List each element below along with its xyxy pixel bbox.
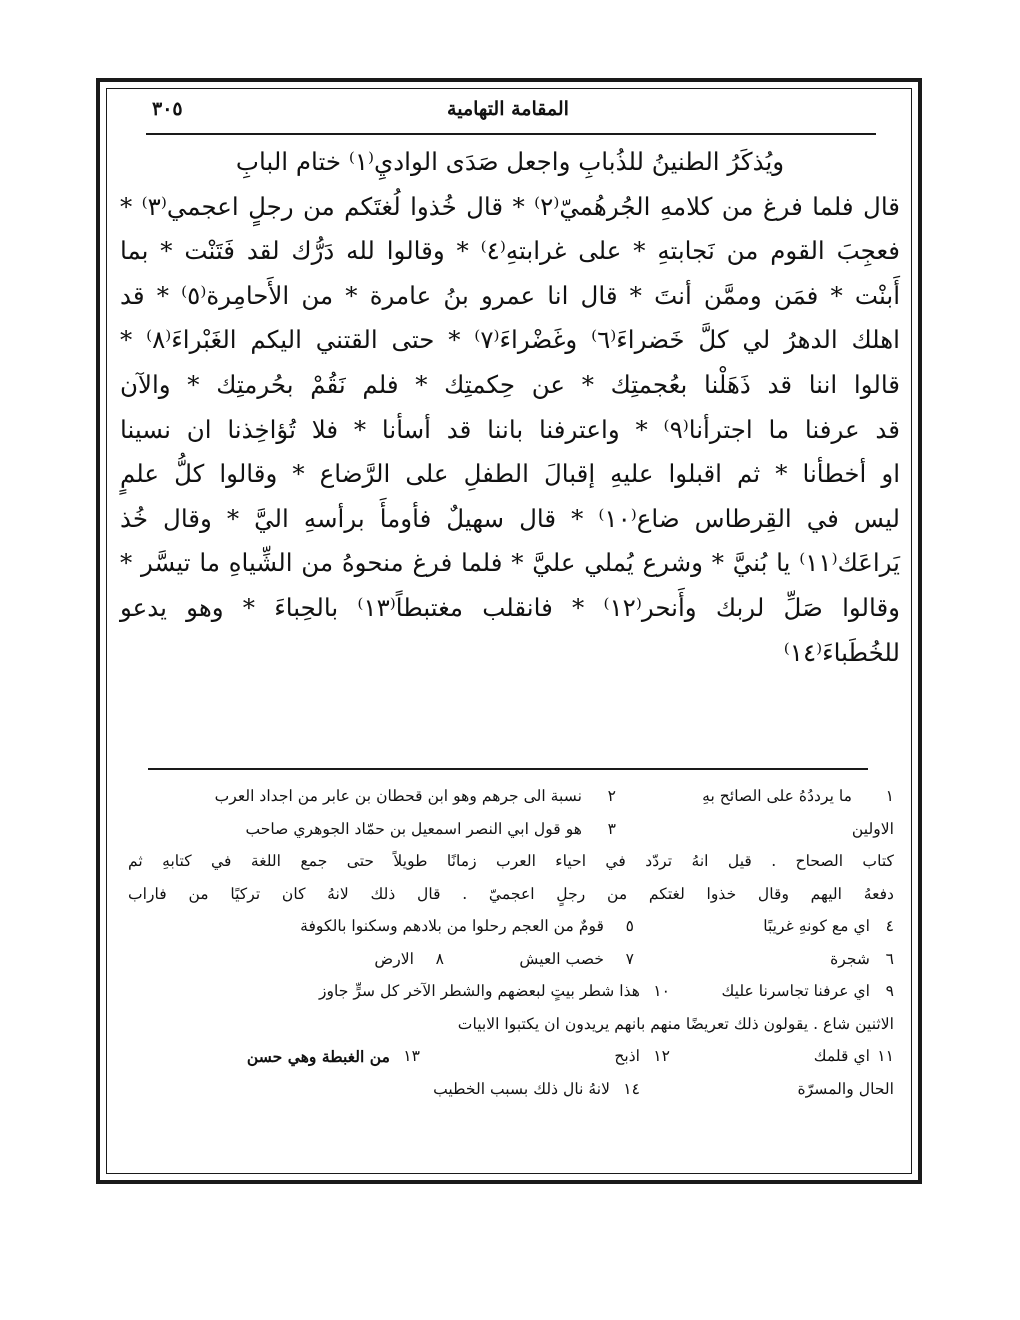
footnote-text: الاثنين شاع . يقولون ذلك تعريضًا منهم بانهم يريدون ان يكتبوا الابيات — [457, 1014, 894, 1033]
footnote-text: الارض — [374, 949, 414, 968]
text-line: اهلك الدهرُ لي كلَّ خَضراءَ⁽٦⁾ وغَضْراءَ⁽٧⁾ * حتى القتني اليكم الغَبْراءَ⁽٨⁾ * — [120, 325, 900, 355]
footnote-text: نسبة الى جرهم وهو ابن قحطان بن عابر من اجداد العرب — [214, 787, 582, 806]
footnote-line — [128, 975, 894, 1008]
footnote-text: اي عرفنا تجاسرنا عليك — [721, 982, 870, 1001]
footnote-text: لانهُ نال ذلك بسبب الخطيب — [433, 1079, 610, 1098]
running-header — [126, 92, 890, 128]
footnote-text: اي قلمك — [813, 1047, 870, 1066]
text-line: ويُذكَرُ الطنينُ للذُبابِ واجعل صَدَى الواديِ⁽١⁾ ختام البابِ — [235, 147, 785, 176]
footnote-text: قومٌ من العجم رحلوا من بلادهم وسكنوا بالكوفة — [300, 917, 604, 936]
footnote-number: ١٠ — [653, 982, 670, 1001]
text-line: وقالوا صَلِّ لربك وأَنحر⁽١٢⁾ * فانقلب مغتبطاً⁽١٣⁾ بالحِباءَ * وهو يدعو — [120, 592, 900, 622]
text-line: قالوا اننا قد ذَهَلْنا بعُجمتِك * عن حِكمتِك * فلم نَقُمْ بحُرمتِك * والآن — [120, 369, 900, 399]
text-line: ليس في القِرطاس ضاع⁽١٠⁾ * قال سهيلٌ فأومأَ برأسهِ اليَّ * وقال خُذ — [120, 503, 900, 533]
footnote-line — [128, 1008, 894, 1041]
chapter-title: المقامة التهامية — [447, 98, 569, 120]
footnote-number: ٦ — [885, 949, 894, 968]
footnote-line — [128, 1040, 894, 1073]
text-line: للخُطَباءَ⁽١٤⁾ — [783, 637, 900, 667]
footnote-number: ١١ — [877, 1047, 894, 1066]
main-text — [120, 140, 900, 675]
footnote-number: ٩ — [885, 982, 894, 1001]
footnotes — [128, 780, 894, 1105]
footnote-number: ١٢ — [653, 1047, 670, 1066]
footnote-line — [128, 910, 894, 943]
footnote-number: ١ — [885, 787, 894, 806]
footnote-line — [128, 943, 894, 976]
footnote-line — [128, 878, 894, 911]
page-number: ٣٠٥ — [152, 98, 183, 120]
footnote-text: اذبح — [614, 1047, 640, 1066]
footnote-line — [128, 1073, 894, 1106]
footnote-line — [128, 845, 894, 878]
footnote-number: ٧ — [625, 949, 634, 968]
footnote-text: كتاب الصحاح . قيل انهُ تردّد في احياء العرب زمانًا طويلاً حتى جمع اللغة في كتابهِ ثم — [128, 852, 894, 871]
header-rule — [146, 133, 876, 135]
footnote-number: ٨ — [435, 949, 444, 968]
footnote-text: ما يرددُهُ على الصائح بهِ — [702, 787, 852, 806]
footnote-number: ١٣ — [403, 1047, 420, 1066]
text-line: قد عرفنا ما اجترأنا⁽٩⁾ * واعترفنا باننا قد أسأنا * فلا تُؤاخِذنا ان نسينا — [120, 414, 900, 444]
text-line: فعجِبَ القوم من نَجابتهِ * على غرابتهِ⁽٤⁾ * وقالوا لله دَرُّك لقد فَتَنْت * بما — [120, 236, 900, 266]
footnote-text: الحال والمسرّة — [797, 1079, 894, 1098]
footnote-number: ٢ — [607, 787, 616, 806]
footnote-number: ٣ — [607, 819, 616, 838]
footnote-number: ٥ — [625, 917, 634, 936]
footnote-number: ١٤ — [623, 1079, 640, 1098]
footnote-line — [128, 813, 894, 846]
footnote-text: دفعهُ اليهم وقال خذوا لغتكم من رجلٍ اعجميّ . قال ذلك لانهُ كان تركيًا من فاراب — [128, 884, 894, 903]
text-line: او أخطأنا * ثم اقبلوا عليهِ إقبالَ الطفلِ على الرَّضاع * وقالوا كلُّ علمٍ — [120, 459, 900, 489]
text-line: قال فلما فرغ من كلامهِ الجُرهُميّ⁽٢⁾ * قال خُذوا لُغتَكم من رجلٍ اعجمي⁽٣⁾ * — [120, 191, 900, 221]
text-line: يَراعَك⁽١١⁾ يا بُنيَّ * وشرع يُملي عليَّ * فلما فرغ منحوهُ من الشِّياهِ ما تيسَّر * — [120, 548, 900, 578]
footnote-text: من الغبطة وهي حسن — [246, 1046, 390, 1066]
footnote-text: اي مع كونهِ غريبًا — [763, 917, 870, 936]
footnote-line — [128, 780, 894, 813]
footnote-text: الاولين — [851, 819, 894, 838]
footnote-text: هو قول ابي النصر اسمعيل بن حمّاد الجوهري صاحب — [245, 819, 582, 838]
footnote-rule — [148, 768, 868, 770]
footnote-text: هذا شطر بيتٍ لبعضهم والشطر الآخر كل سرٍّ جاوز — [318, 982, 640, 1001]
footnote-text: خصب العيش — [519, 949, 604, 968]
text-line: أَبنْت * فمَن وممَّن أنتَ * قال انا عمرو بنُ عامرة * من الأَحامِرة⁽٥⁾ * قد — [120, 280, 901, 310]
footnote-text: شجرة — [830, 949, 870, 968]
footnote-number: ٤ — [885, 917, 894, 936]
